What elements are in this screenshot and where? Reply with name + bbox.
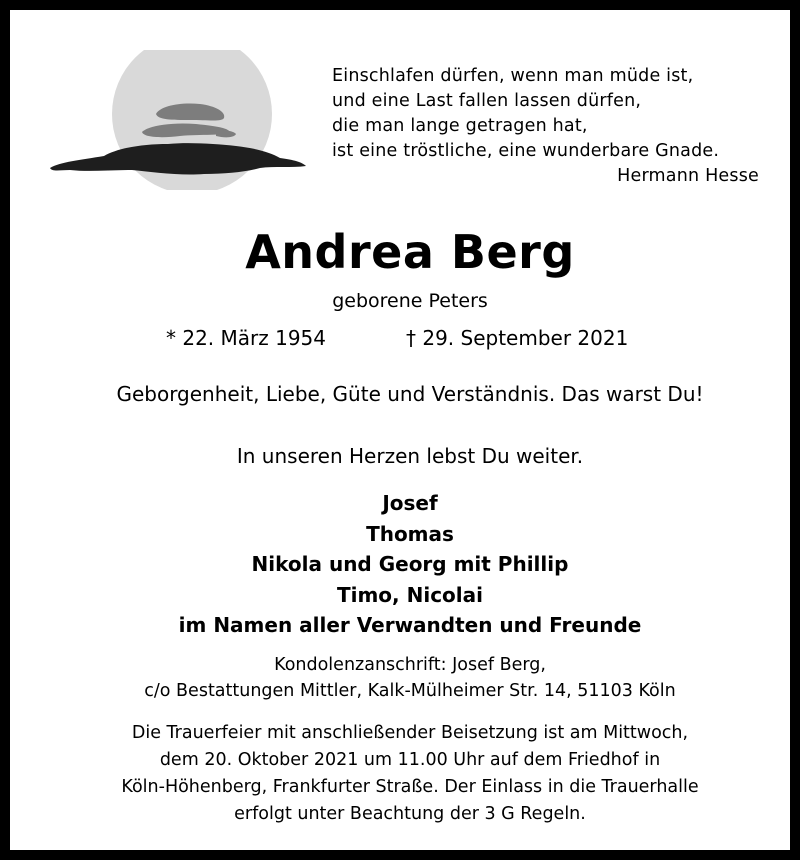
address-line: c/o Bestattungen Mittler, Kalk-Mülheimer Str. 14, 51103 Köln bbox=[144, 681, 676, 701]
address-line: Kondolenzanschrift: Josef Berg, bbox=[274, 655, 546, 675]
mourner-name: Nikola und Georg mit Phillip bbox=[251, 552, 569, 576]
poem-line: die man lange getragen hat, bbox=[332, 116, 588, 136]
ceremony-line: erfolgt unter Beachtung der 3 G Regeln. bbox=[234, 804, 586, 824]
condolence-address bbox=[20, 652, 800, 704]
remembrance-line: In unseren Herzen lebst Du weiter. bbox=[236, 444, 584, 468]
birth-date: * 22. März 1954 bbox=[166, 326, 327, 350]
poem-line: Einschlafen dürfen, wenn man müde ist, bbox=[332, 66, 694, 86]
ceremony-info bbox=[20, 720, 800, 828]
maiden-name: geborene Peters bbox=[332, 290, 488, 312]
poem-line: ist eine tröstliche, eine wunderbare Gnade. bbox=[332, 141, 720, 161]
poem-author: Hermann Hesse bbox=[617, 166, 759, 186]
death-date: † 29. September 2021 bbox=[406, 326, 629, 350]
deceased-name: Andrea Berg bbox=[245, 225, 575, 279]
sunset-over-water-icon bbox=[40, 50, 330, 190]
ceremony-line: Köln-Höhenberg, Frankfurter Straße. Der Einlass in die Trauerhalle bbox=[121, 777, 699, 797]
poem-line: und eine Last fallen lassen dürfen, bbox=[332, 91, 642, 111]
ceremony-line: Die Trauerfeier mit anschließender Beisetzung ist am Mittwoch, bbox=[131, 723, 689, 743]
mourner-name: Thomas bbox=[366, 521, 454, 546]
mourners-list bbox=[20, 488, 800, 641]
motto: Geborgenheit, Liebe, Güte und Verständnis. Das warst Du! bbox=[116, 382, 704, 406]
poem-quote bbox=[332, 64, 762, 189]
mourner-name: Timo, Nicolai bbox=[336, 582, 484, 607]
mourner-name: Josef bbox=[382, 491, 438, 515]
mourner-name: im Namen aller Verwandten und Freunde bbox=[178, 613, 642, 637]
ceremony-line: dem 20. Oktober 2021 um 11.00 Uhr auf dem Friedhof in bbox=[159, 750, 661, 770]
